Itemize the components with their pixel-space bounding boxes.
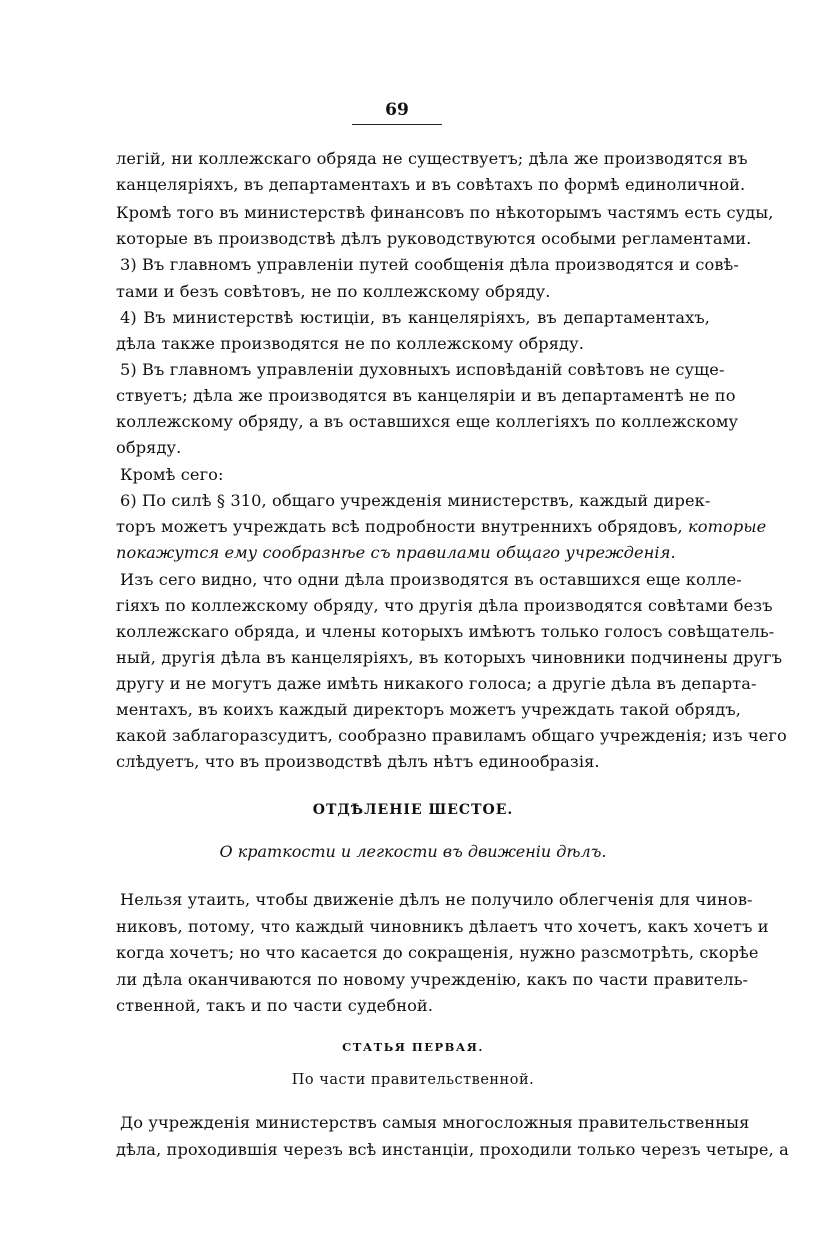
text-line: другу и не могутъ даже имѣть никакого голоса; а другіе дѣла въ департа-: [116, 674, 757, 693]
text-line: Кромѣ того въ министерствѣ финансовъ по нѣкоторымъ частямъ есть суды,: [116, 203, 774, 222]
text-line: ственной, такъ и по части судебной.: [116, 996, 434, 1015]
text-line: Изъ сего видно, что одни дѣла производятся въ оставшихся еще колле-: [120, 570, 742, 589]
text-line: легій, ни коллежскаго обряда не существуетъ; дѣла же производятся въ: [116, 149, 748, 168]
page-number-rule: [352, 124, 442, 125]
text-line: когда хочетъ; но что касается до сокращенія, нужно разсмотрѣть, скорѣе: [116, 943, 759, 962]
page-number: 69: [385, 100, 409, 120]
section-subtitle: О краткости и легкости въ движеніи дѣлъ.: [219, 842, 607, 861]
text-line: ствуетъ; дѣла же производятся въ канцеляріи и въ департаментѣ не по: [116, 386, 736, 405]
text-line: никовъ, потому, что каждый чиновникъ дѣлаетъ что хочетъ, какъ хочетъ и: [116, 917, 769, 936]
text-line: ментахъ, въ коихъ каждый директоръ можетъ учреждать такой обрядъ,: [116, 700, 742, 719]
text-line: тами и безъ совѣтовъ, не по коллежскому обряду.: [116, 282, 551, 301]
text-line: [116, 514, 767, 540]
italic-line: покажутся ему сообразнѣе съ правилами общаго учрежденія.: [116, 543, 676, 562]
text-line: дѣла также производятся не по коллежскому обряду.: [116, 334, 584, 353]
text-line: коллежскаго обряда, и члены которыхъ имѣютъ только голосъ совѣщатель-: [116, 622, 775, 641]
text-line: До учрежденія министерствъ самыя многосложныя правительственныя: [120, 1113, 750, 1132]
text-line: Нельзя утаить, чтобы движеніе дѣлъ не получило облегченія для чинов-: [120, 890, 753, 909]
text-line: канцеляріяхъ, въ департаментахъ и въ совѣтахъ по формѣ единоличной.: [116, 175, 746, 194]
section-heading: ОТДѢЛЕНІЕ ШЕСТОЕ.: [312, 802, 514, 818]
text-line: Кромѣ сего:: [120, 465, 224, 484]
text-line: коллежскому обряду, а въ оставшихся еще коллегіяхъ по коллежскому: [116, 412, 739, 431]
text-line: 3) Въ главномъ управленіи путей сообщенія дѣла производятся и совѣ-: [120, 255, 739, 274]
text-line: 6) По силѣ § 310, общаго учрежденія министерствъ, каждый дирек-: [120, 491, 711, 510]
text-line: обряду.: [116, 438, 182, 457]
text-fragment: торъ можетъ учреждать всѣ подробности внутреннихъ обрядовъ,: [116, 517, 683, 536]
article-subtitle: По части правительственной.: [291, 1072, 535, 1088]
text-line: ный, другія дѣла въ канцеляріяхъ, въ которыхъ чиновники подчинены другъ: [116, 648, 783, 667]
text-line: гіяхъ по коллежскому обряду, что другія дѣла производятся совѣтами безъ: [116, 596, 773, 615]
article-heading: СТАТЬЯ ПЕРВАЯ.: [342, 1040, 484, 1054]
text-line: ли дѣла оканчиваются по новому учрежденію, какъ по части правитель-: [116, 970, 749, 989]
text-line: 4) Въ министерствѣ юстиціи, въ канцеляріяхъ, въ департаментахъ,: [120, 308, 710, 327]
text-line: дѣла, проходившія черезъ всѣ инстанціи, проходили только черезъ четыре, а: [116, 1140, 789, 1159]
text-line: 5) Въ главномъ управленіи духовныхъ исповѣданій совѣтовъ не суще-: [120, 360, 725, 379]
italic-fragment: которые: [688, 517, 767, 536]
text-line: которые въ производствѣ дѣлъ руководствуются особыми регламентами.: [116, 229, 752, 248]
text-line: слѣдуетъ, что въ производствѣ дѣлъ нѣтъ единообразія.: [116, 752, 600, 771]
text-line: какой заблагоразсудитъ, сообразно правиламъ общаго учрежденія; изъ чего: [116, 726, 787, 745]
